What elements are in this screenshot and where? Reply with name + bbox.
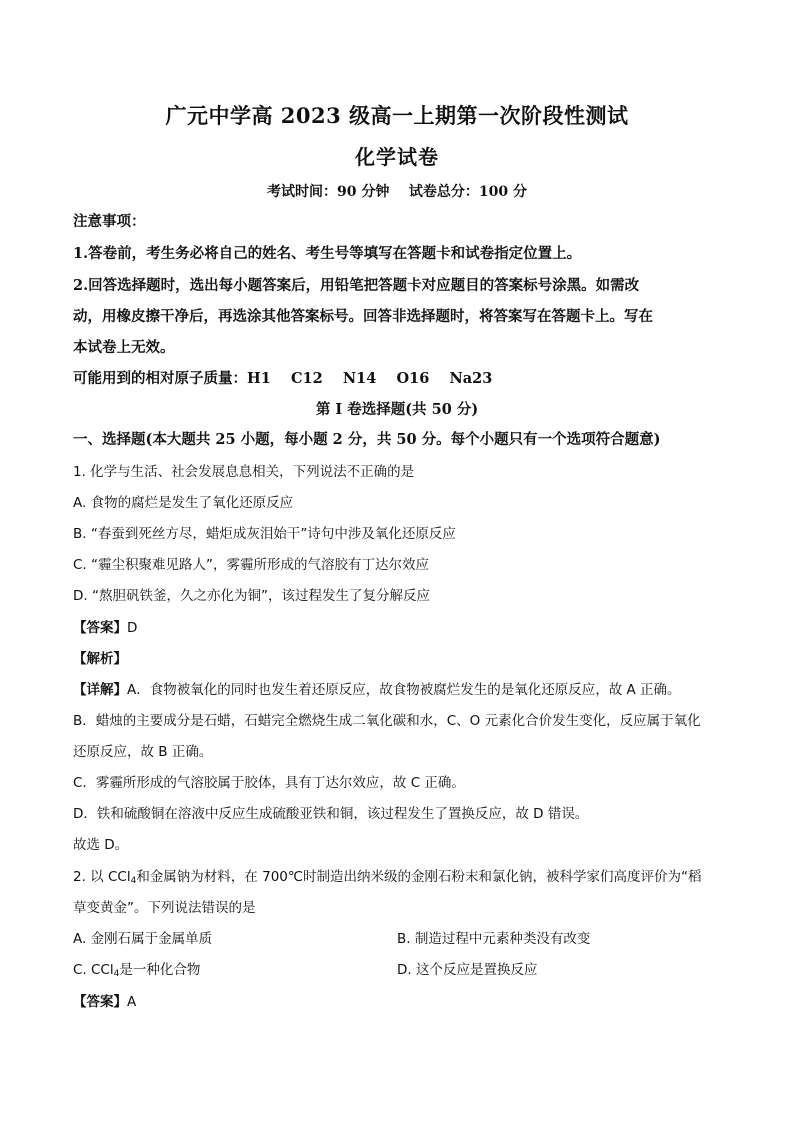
detail-text: A．食物被氧化的同时也发生着还原反应，故食物被腐烂发生的是氧化还原反应，故 A 正确。 [127,682,681,698]
answer-value: A [127,994,137,1010]
section-title: 第 I 卷选择题(共 50 分) [315,401,479,418]
q1-detail-d: D．铁和硫酸铜在溶液中反应生成硫酸亚铁和铜，该过程发生了置换反应，故 D 错误。 [73,806,589,822]
q2-answer [73,992,733,1012]
q2-stem-pre: 2. 以 CCl [73,869,131,885]
part-heading: 一、选择题(本大题共 25 小题，每小题 2 分，共 50 分。每个小题只有一个选项符合题意) [73,431,661,448]
q1-stem: 1. 化学与生活、社会发展息息相关，下列说法不正确的是 [73,464,415,480]
q1-analysis [73,649,733,669]
q1-answer [73,618,733,638]
q1-option-d: D. “熬胆矾铁釜，久之亦化为铜”，该过程发生了复分解反应 [73,588,430,604]
q2-option-a: A. 金刚石属于金属单质 [73,931,213,947]
q2-option-d: D. 这个反应是置换反应 [397,962,538,978]
q2-stem-post: 和金属钠为材料，在 700℃时制造出纳米级的金刚石粉末和氯化钠，被科学家们高度评价为“稻 [136,869,702,885]
q1-conclusion: 故选 D。 [73,837,129,853]
q2-option-c-post: 是一种化合物 [119,962,201,978]
q2-stem-line-2: 草变黄金”。下列说法错误的是 [73,900,256,916]
notice-item-1: 1.答卷前，考生务必将自己的姓名、考生号等填写在答题卡和试卷指定位置上。 [73,245,582,262]
answer-value: D [127,620,138,636]
exam-subject: 化学试卷 [355,145,439,169]
notice-item-2-line-2: 动，用橡皮擦干净后，再选涂其他答案标号。回答非选择题时，将答案写在答题卡上。写在 [73,308,653,325]
answer-tag: 【答案】 [73,620,127,636]
q1-detail-a [73,680,733,700]
q2-option-c-pre: C. CCl [73,962,114,978]
q2-stem-sub: 4 [130,876,137,886]
exam-title: 广元中学高 2023 级高一上期第一次阶段性测试 [165,103,629,128]
detail-tag: 【详解】 [73,682,127,698]
q2-option-b: B. 制造过程中元素种类没有改变 [397,931,591,947]
exam-info: 考试时间：90 分钟 试卷总分：100 分 [267,184,527,200]
q2-stem [73,867,733,887]
q1-option-c: C. “霾尘积聚难见路人”，雾霾所形成的气溶胶有丁达尔效应 [73,557,429,573]
q2-option-c-sub: 4 [113,969,120,979]
notice-item-2-line-3: 本试卷上无效。 [73,339,175,356]
analysis-tag: 【解析】 [73,651,127,667]
notice-heading: 注意事项： [73,213,146,230]
answer-tag: 【答案】 [73,994,127,1010]
q2-option-c [73,960,393,980]
q1-detail-b-line-1: B．蜡烛的主要成分是石蜡，石蜡完全燃烧生成二氧化碳和水，C、O 元素化合价发生变化，反应属于氧化 [73,713,701,729]
q1-option-b: B. “春蚕到死丝方尽，蜡炬成灰泪始干”诗句中涉及氧化还原反应 [73,526,456,542]
notice-item-2-line-1: 2.回答选择题时，选出每小题答案后，用铅笔把答题卡对应题目的答案标号涂黑。如需改 [73,277,640,294]
atomic-mass-line: 可能用到的相对原子质量：H1 C12 N14 O16 Na23 [73,370,493,387]
q1-detail-b-line-2: 还原反应，故 B 正确。 [73,744,213,760]
q1-option-a: A. 食物的腐烂是发生了氧化还原反应 [73,495,294,511]
q1-detail-c: C．雾霾所形成的气溶胶属于胶体，具有丁达尔效应，故 C 正确。 [73,775,465,791]
